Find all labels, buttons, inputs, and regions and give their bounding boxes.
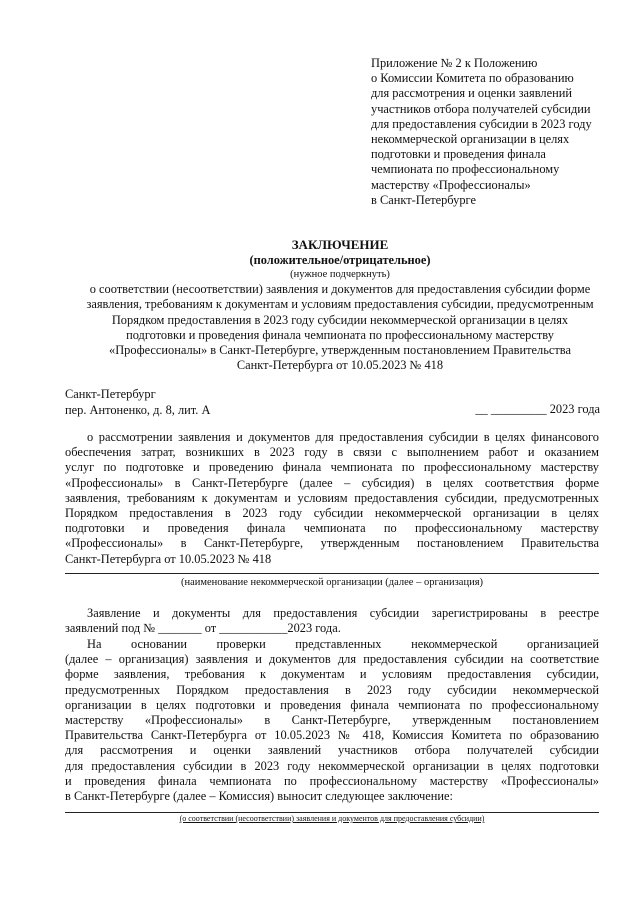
paragraph-line: На основании проверки представленных некоммерческой организацией [87, 637, 599, 651]
paragraph-line: Правительства Санкт-Петербурга от 10.05.2023 № 418, Комиссия Комитета по образованию [65, 728, 599, 743]
document-date: __ _________ 2023 года [475, 402, 600, 416]
appendix-line: участников отбора получателей субсидии [371, 101, 591, 116]
appendix-line: некоммерческой организации в целях [371, 132, 570, 147]
document-subject [40, 282, 640, 374]
appendix-line: для рассмотрения и оценки заявлений [371, 86, 572, 101]
organization-name-caption: (наименование некоммерческой организации (далее – организация) [180, 577, 484, 588]
appendix-line: для предоставления субсидии в 2023 году [371, 116, 592, 131]
appendix-line: подготовки и проведения финала [371, 147, 546, 162]
appendix-line: о Комиссии Комитета по образованию [371, 71, 574, 86]
subject-line: о соответствии (несоответствии) заявления и документов для предоставления субсидии форме [89, 282, 591, 296]
paragraph-line: Заявление и документы для предоставления субсидии зарегистрированы в реестре [87, 606, 599, 620]
organization-name-line [65, 573, 599, 574]
paragraph-verification [65, 637, 599, 804]
subject-line: подготовки и проведения финала чемпионата по профессиональному мастерству [126, 327, 554, 342]
paragraph-line: предусмотренных Порядком предоставления в 2023 году субсидии некоммерческой [65, 682, 599, 697]
subject-line: Санкт-Петербурга от 10.05.2023 № 418 [236, 358, 444, 373]
paragraph-line: Порядком предоставления в 2023 году субсидии некоммерческой организации в целях [65, 506, 599, 521]
subject-line: Порядком предоставления в 2023 году субсидии некоммерческой организации в целях [111, 312, 569, 327]
paragraph-line: «Профессионалы» в Санкт-Петербурге (далее – субсидия) в целях соответствия форме [65, 475, 599, 490]
paragraph-line: обеспечения затрат, возникших в 2023 году в связи с выполнением работ и оказанием [65, 445, 599, 460]
paragraph-line: в Санкт-Петербурге (далее – Комиссия) выносит следующее заключение: [65, 789, 453, 804]
conclusion-caption [65, 814, 599, 824]
appendix-line: мастерству «Профессионалы» [371, 177, 531, 192]
paragraph-line: услуг по подготовке и проведению финала чемпионата по профессиональному мастерству [65, 460, 599, 475]
title-block [40, 237, 640, 374]
paragraph-registration [65, 606, 599, 636]
document-subtitle: (положительное/отрицательное) [249, 253, 431, 267]
paragraph-line: форме заявления, требования к документам и условиям предоставления субсидии, [65, 667, 599, 682]
paragraph-line: и проведения финала чемпионата по профессиональному мастерству «Профессионалы» [65, 773, 599, 788]
document-title: ЗАКЛЮЧЕНИЕ [291, 237, 389, 252]
place-city: Санкт-Петербург [65, 387, 156, 401]
subject-line: «Профессионалы» в Санкт-Петербурге, утвержденным постановлением Правительства [109, 343, 571, 358]
place-address: пер. Антоненко, д. 8, лит. А [65, 402, 211, 417]
paragraph-line: «Профессионалы» в Санкт-Петербурге, утвержденным постановлением Правительства [65, 536, 599, 551]
paragraph-line: о рассмотрении заявления и документов для предоставления субсидии в целях финансового [87, 430, 599, 444]
paragraph-line: организации в целях подготовки и проведения финала чемпионата по профессиональному [65, 697, 599, 712]
appendix-line: Приложение № 2 к Положению [371, 56, 538, 70]
paragraph-line: подготовки и проведения финала чемпионата по профессиональному мастерству [65, 521, 599, 536]
conclusion-line [65, 812, 599, 813]
paragraph-line: для рассмотрения и оценки заявлений участников отбора получателей субсидии [65, 743, 599, 758]
subject-line: заявления, требованиям к документам и условиям предоставления субсидии, предусмотренным [86, 297, 594, 312]
paragraph-line: для предоставления субсидии в 2023 году некоммерческой организации в целях подготовки [65, 758, 599, 773]
paragraph-line: заявления, требованиям к документам и условиям предоставления субсидии, предусмотренных [65, 490, 599, 505]
paragraph-line: мастерству «Профессионалы» в Санкт-Петербурге, утвержденным постановлением [65, 713, 599, 728]
paragraph-line: Санкт-Петербурга от 10.05.2023 № 418 [65, 551, 272, 566]
conclusion-caption-text: (о соответствии (несоответствии) заявления и документов для предоставления субсидии) [179, 814, 485, 823]
subtitle-hint: (нужное подчеркнуть) [290, 269, 390, 280]
paragraph-line: (далее – организация) заявления и документов для предоставления субсидии на соответствие [65, 652, 599, 667]
paragraph-line: заявлений под № _______ от ___________2023 года. [65, 621, 341, 636]
appendix-header [371, 56, 633, 208]
appendix-line: в Санкт-Петербурге [371, 192, 476, 207]
appendix-line: чемпионата по профессиональному [371, 162, 560, 177]
paragraph-consideration [65, 430, 599, 567]
